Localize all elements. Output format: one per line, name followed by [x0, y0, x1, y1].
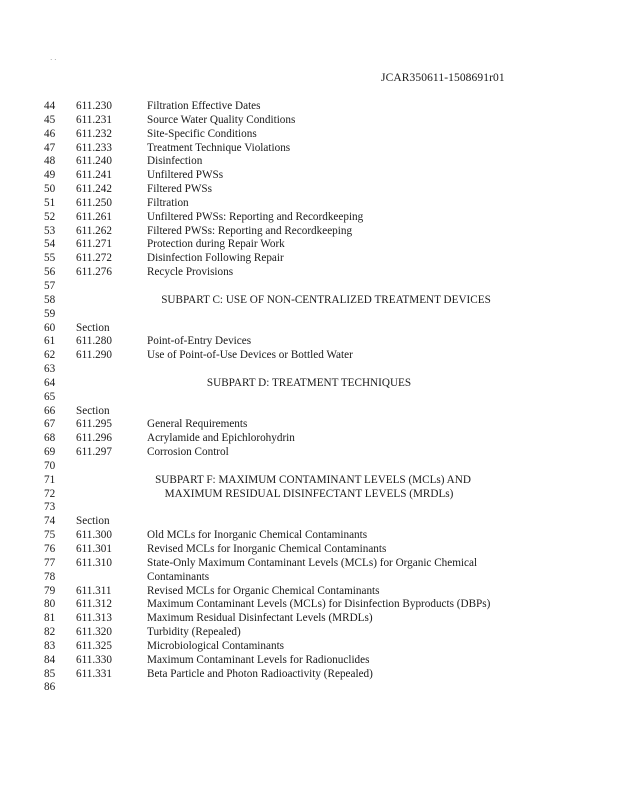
section-number: 611.312: [76, 598, 112, 611]
section-number: 611.240: [76, 155, 112, 168]
line-number: 82: [44, 626, 56, 639]
section-title: Site-Specific Conditions: [147, 127, 257, 140]
document-line: [0, 377, 618, 391]
line-number: 69: [44, 446, 56, 459]
document-line: [0, 142, 618, 156]
line-number: 55: [44, 252, 56, 265]
line-number: 52: [44, 210, 56, 223]
line-number: 73: [44, 501, 56, 514]
section-title: Filtered PWSs: [147, 183, 212, 196]
section-number: 611.250: [76, 196, 112, 209]
line-number: 75: [44, 529, 56, 542]
section-title: Acrylamide and Epichlorohydrin: [147, 432, 295, 445]
line-number: 78: [44, 570, 56, 583]
line-number: 85: [44, 667, 56, 680]
section-number: 611.280: [76, 335, 112, 348]
document-line: [0, 557, 618, 571]
line-number: 66: [44, 404, 56, 417]
section-label: Section: [76, 404, 110, 417]
document-line: [0, 640, 618, 654]
section-number: 611.301: [76, 543, 112, 555]
section-title: Old MCLs for Inorganic Chemical Contaminants: [147, 529, 368, 542]
document-line: [0, 335, 618, 349]
section-number: 611.231: [76, 113, 112, 126]
document-line: [0, 349, 618, 363]
document-line: [0, 225, 618, 239]
section-number: 611.233: [76, 141, 112, 154]
document-line: [0, 418, 618, 432]
line-number: 59: [44, 307, 56, 320]
subpart-heading: SUBPART F: MAXIMUM CONTAMINANT LEVELS (MCLs) AND: [155, 473, 471, 486]
line-number: 60: [44, 321, 56, 334]
document-line: [0, 308, 618, 322]
numbered-lines: [0, 100, 618, 695]
document-line: [0, 501, 618, 515]
scan-marks: · ·: [50, 56, 57, 64]
document-line: [0, 474, 618, 488]
section-number: 611.241: [76, 169, 112, 182]
line-number: 58: [44, 293, 56, 306]
line-number: 86: [44, 681, 56, 694]
line-number: 57: [44, 279, 56, 292]
document-line: [0, 681, 618, 695]
document-line: [0, 654, 618, 668]
line-number: 71: [44, 473, 56, 486]
document-line: [0, 446, 618, 460]
document-id: JCAR350611-1508691r01: [381, 72, 505, 84]
section-title: Contaminants: [147, 570, 210, 583]
document-line: [0, 405, 618, 419]
section-number: 611.276: [76, 266, 112, 279]
document-line: [0, 252, 618, 266]
line-number: 50: [44, 183, 56, 196]
section-title: Maximum Contaminant Levels for Radionuclides: [147, 653, 370, 666]
document-line: [0, 280, 618, 294]
section-number: 611.325: [76, 639, 112, 652]
section-title: Recycle Provisions: [147, 266, 234, 279]
section-title: Point-of-Entry Devices: [147, 335, 252, 348]
section-title: Maximum Residual Disinfectant Levels (MRDLs): [147, 612, 373, 625]
section-number: 611.230: [76, 100, 112, 112]
line-number: 84: [44, 653, 56, 666]
document-line: [0, 598, 618, 612]
subpart-heading: SUBPART C: USE OF NON-CENTRALIZED TREATMENT DEVICES: [161, 293, 491, 306]
section-title: Filtered PWSs: Reporting and Recordkeeping: [147, 224, 353, 237]
line-number: 62: [44, 349, 56, 362]
document-line: [0, 155, 618, 169]
section-number: 611.296: [76, 432, 112, 445]
section-number: 611.330: [76, 653, 112, 666]
section-title: Source Water Quality Conditions: [147, 113, 296, 126]
section-number: 611.310: [76, 556, 112, 569]
section-title: Protection during Repair Work: [147, 238, 285, 251]
section-number: 611.290: [76, 349, 112, 362]
section-title: Revised MCLs for Organic Chemical Contaminants: [147, 584, 380, 597]
line-number: 77: [44, 556, 56, 569]
line-number: 81: [44, 612, 56, 625]
section-title: Corrosion Control: [147, 446, 229, 459]
line-number: 51: [44, 196, 56, 209]
document-line: [0, 114, 618, 128]
section-title: Treatment Technique Violations: [147, 141, 291, 154]
section-title: Filtration Effective Dates: [147, 100, 261, 112]
section-number: 611.297: [76, 446, 112, 459]
document-line: [0, 585, 618, 599]
line-number: 45: [44, 113, 56, 126]
document-line: [0, 169, 618, 183]
document-line: [0, 432, 618, 446]
line-number: 70: [44, 459, 56, 472]
section-number: 611.331: [76, 667, 112, 680]
document-line: [0, 363, 618, 377]
section-label: Section: [76, 321, 110, 334]
section-number: 611.261: [76, 210, 112, 223]
document-line: [0, 183, 618, 197]
section-number: 611.232: [76, 127, 112, 140]
subpart-heading: MAXIMUM RESIDUAL DISINFECTANT LEVELS (MRDLs): [164, 487, 454, 500]
line-number: 61: [44, 335, 56, 348]
section-number: 611.295: [76, 418, 112, 431]
section-title: Disinfection Following Repair: [147, 252, 284, 265]
line-number: 80: [44, 598, 56, 611]
line-number: 53: [44, 224, 56, 237]
line-number: 83: [44, 639, 56, 652]
document-line: [0, 294, 618, 308]
section-number: 611.242: [76, 183, 112, 196]
document-line: [0, 238, 618, 252]
section-title: Turbidity (Repealed): [147, 626, 241, 639]
document-line: [0, 211, 618, 225]
section-number: 611.262: [76, 224, 112, 237]
line-number: 46: [44, 127, 56, 140]
document-line: [0, 626, 618, 640]
line-number: 48: [44, 155, 56, 168]
document-line: [0, 543, 618, 557]
section-title: Revised MCLs for Inorganic Chemical Contaminants: [147, 543, 387, 555]
document-line: [0, 668, 618, 682]
section-number: 611.320: [76, 626, 112, 639]
document-line: [0, 197, 618, 211]
section-number: 611.311: [76, 584, 112, 597]
document-line: [0, 571, 618, 585]
line-number: 54: [44, 238, 56, 251]
section-title: Maximum Contaminant Levels (MCLs) for Disinfection Byproducts (DBPs): [147, 598, 491, 611]
line-number: 44: [44, 100, 56, 112]
section-number: 611.272: [76, 252, 112, 265]
document-line: [0, 100, 618, 114]
subpart-heading: SUBPART D: TREATMENT TECHNIQUES: [206, 376, 412, 389]
document-line: [0, 515, 618, 529]
document-line: [0, 128, 618, 142]
section-number: 611.313: [76, 612, 112, 625]
line-number: 79: [44, 584, 56, 597]
line-number: 56: [44, 266, 56, 279]
line-number: 64: [44, 376, 56, 389]
section-title: General Requirements: [147, 418, 248, 431]
line-number: 74: [44, 515, 56, 528]
document-line: [0, 266, 618, 280]
document-line: [0, 322, 618, 336]
section-title: Use of Point-of-Use Devices or Bottled Water: [147, 349, 353, 362]
line-number: 68: [44, 432, 56, 445]
section-title: State-Only Maximum Contaminant Levels (MCLs) for Organic Chemical: [147, 556, 478, 569]
line-number: 72: [44, 487, 56, 500]
line-number: 67: [44, 418, 56, 431]
document-line: [0, 391, 618, 405]
document-line: [0, 529, 618, 543]
section-label: Section: [76, 515, 110, 528]
section-number: 611.300: [76, 529, 112, 542]
line-number: 63: [44, 363, 56, 376]
line-number: 65: [44, 390, 56, 403]
line-number: 49: [44, 169, 56, 182]
section-title: Unfiltered PWSs: Reporting and Recordkeeping: [147, 210, 364, 223]
section-title: Filtration: [147, 196, 189, 209]
document-line: [0, 612, 618, 626]
line-number: 47: [44, 141, 56, 154]
line-number: 76: [44, 543, 56, 555]
section-title: Microbiological Contaminants: [147, 639, 285, 652]
document-line: [0, 460, 618, 474]
section-number: 611.271: [76, 238, 112, 251]
document-line: [0, 488, 618, 502]
section-title: Beta Particle and Photon Radioactivity (Repealed): [147, 667, 373, 680]
section-title: Unfiltered PWSs: [147, 169, 224, 182]
section-title: Disinfection: [147, 155, 203, 168]
